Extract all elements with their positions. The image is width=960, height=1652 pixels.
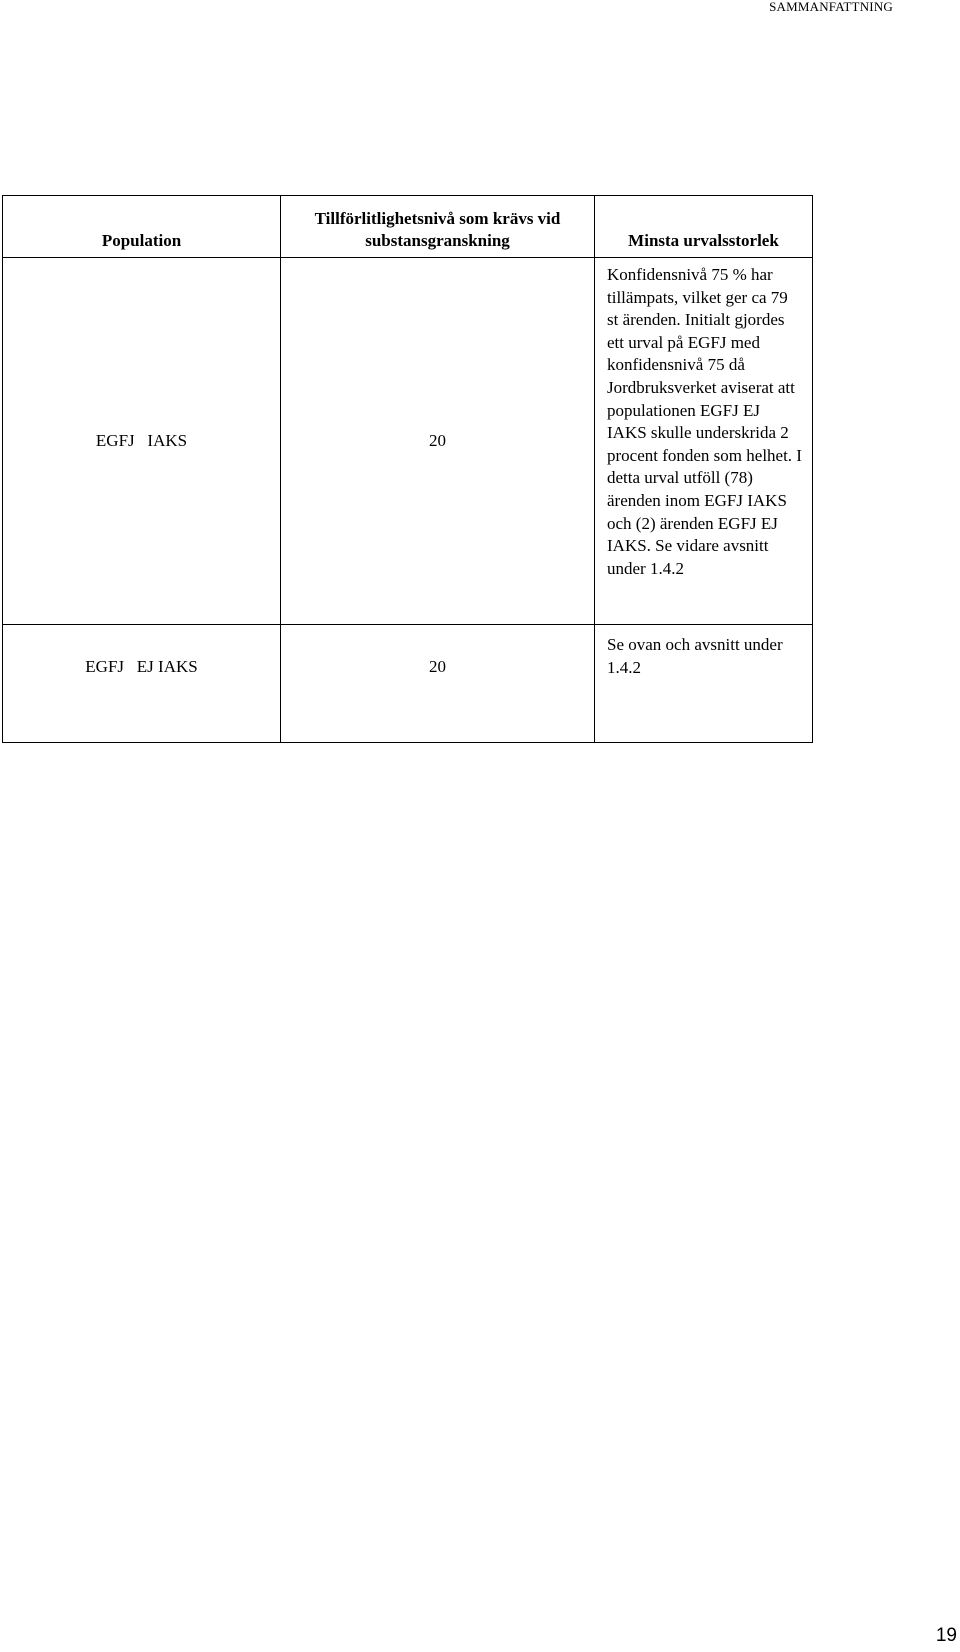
column-header-reliability-line-2: substansgranskning — [365, 231, 510, 251]
column-header-reliability-line-1: Tillförlitlighetsnivå som krävs vid — [314, 208, 561, 228]
sample-size-cell: Konfidensnivå 75 % har tillämpats, vilket ger ca 79 st ärenden. Initialt gjordes ett urval på EGFJ med konfidensnivå 75 då Jordbruksverket aviserat att populationen EGFJ EJ IAKS skulle underskrida 2 procent fonden som helhet. I detta urval utföll (78) ärenden inom EGFJ IAKS och (2) ärenden EGFJ EJ IAKS. Se vidare avsnitt under 1.4.2 — [595, 258, 813, 625]
table-row — [3, 258, 813, 625]
population-cell: EGFJ EJ IAKS — [3, 625, 281, 743]
column-header-reliability-level — [281, 196, 595, 258]
reliability-level-cell: 20 — [281, 625, 595, 743]
page-number: 19 — [935, 1625, 957, 1646]
column-header-population: Population — [3, 196, 281, 258]
population-cell: EGFJ IAKS — [3, 258, 281, 625]
column-header-sample-size: Minsta urvalsstorlek — [595, 196, 813, 258]
table-header-row — [3, 196, 813, 258]
reliability-level-cell: 20 — [281, 258, 595, 625]
running-header: SAMMANFATTNING — [769, 0, 893, 14]
table-row — [3, 625, 813, 743]
sample-size-cell: Se ovan och avsnitt under 1.4.2 — [595, 625, 813, 743]
sample-size-table — [2, 195, 813, 743]
